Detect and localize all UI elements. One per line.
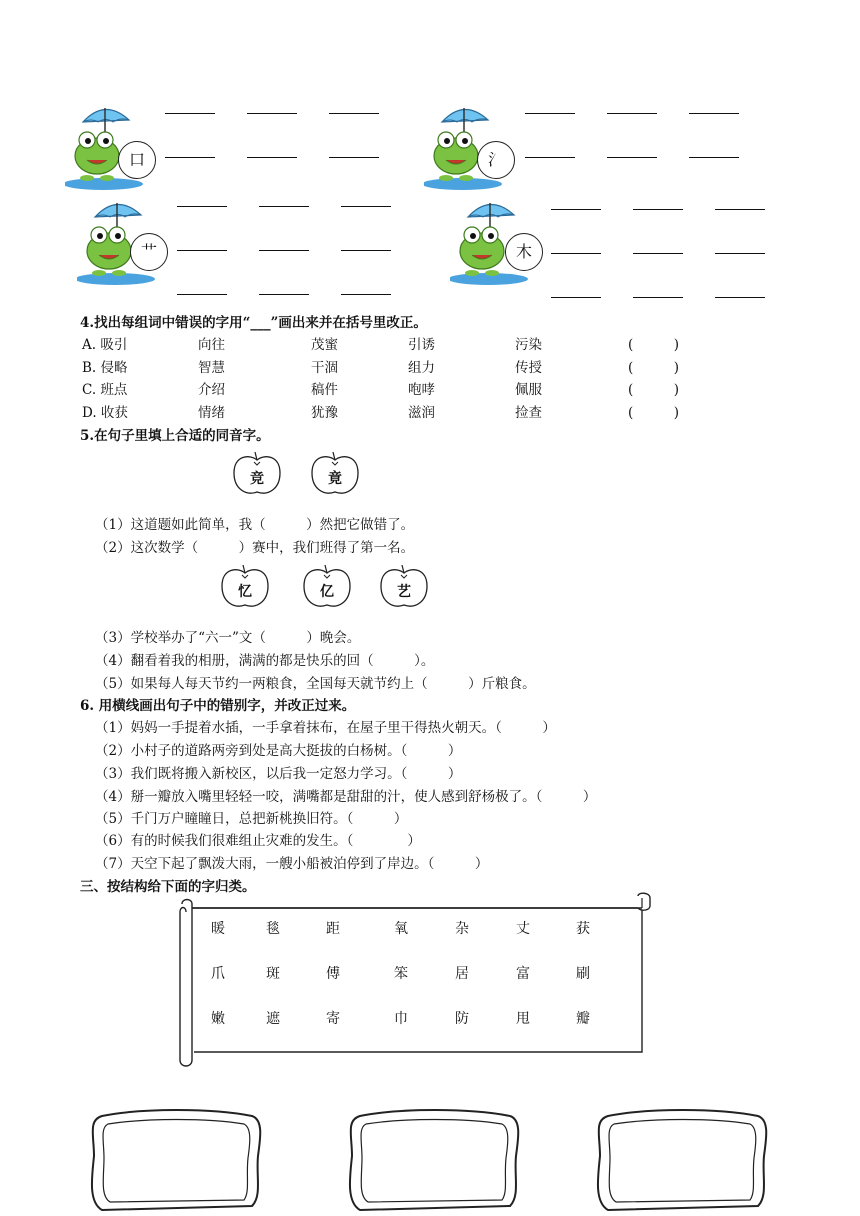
answer-blank[interactable]: [341, 294, 391, 295]
q5-title: 5.在句子里填上合适的同音字。: [80, 428, 270, 444]
category-bubble-3: [588, 1106, 773, 1216]
apple-char: 忆: [238, 584, 252, 600]
q4-word: 情绪: [198, 404, 225, 421]
apple-char: 竟: [328, 471, 342, 487]
q4-title: 4.找出每组词中错误的字用“___”画出来并在括号里改正。: [80, 315, 427, 331]
apple-option: [218, 564, 272, 610]
grid-character: 甩: [516, 1011, 530, 1027]
apple-char: 艺: [397, 584, 411, 600]
radical-circle: 木: [505, 233, 543, 271]
q4-word: 介绍: [198, 382, 225, 398]
answer-blank[interactable]: [633, 209, 683, 210]
answer-blank[interactable]: [525, 113, 575, 114]
answer-blank[interactable]: [329, 113, 379, 114]
q4-word: 污染: [515, 337, 542, 353]
q4-word: 佩服: [515, 382, 542, 398]
grid-character: 巾: [394, 1011, 408, 1027]
q4-word: A. 吸引: [82, 337, 128, 353]
answer-blank[interactable]: [689, 157, 739, 158]
grid-character: 暖: [211, 921, 225, 937]
answer-parentheses[interactable]: ( ): [628, 359, 680, 376]
q6-sentence: （5）千门万户瞳瞳日，总把新桃换旧符。（ ）: [95, 811, 408, 827]
answer-blank[interactable]: [551, 209, 601, 210]
answer-blank[interactable]: [607, 157, 657, 158]
grid-character: 瓣: [576, 1011, 590, 1027]
answer-blank[interactable]: [177, 294, 227, 295]
answer-blank[interactable]: [165, 157, 215, 158]
frog-umbrella-icon: [65, 100, 165, 190]
grid-character: 丈: [516, 921, 530, 937]
answer-blank[interactable]: [177, 250, 227, 251]
apple-option: [300, 564, 354, 610]
answer-parentheses[interactable]: ( ): [628, 337, 680, 353]
grid-character: 刷: [576, 966, 590, 982]
answer-parentheses[interactable]: ( ): [628, 382, 680, 398]
answer-blank[interactable]: [329, 157, 379, 158]
q4-word: 引诱: [408, 337, 435, 353]
q4-word: 向往: [198, 337, 225, 353]
grid-character: 爪: [211, 966, 225, 982]
q4-word: B. 侵略: [82, 359, 128, 376]
category-bubble-1: [82, 1106, 267, 1216]
grid-character: 傅: [326, 966, 340, 982]
radical-circle: 艹: [130, 233, 168, 271]
q4-word: 捡查: [515, 404, 542, 421]
apple-option: [308, 451, 362, 497]
q6-sentence: （3）我们既将搬入新校区，以后我一定怒力学习。（ ）: [95, 766, 462, 782]
answer-blank[interactable]: [551, 297, 601, 298]
grid-character: 寄: [326, 1011, 340, 1027]
q5-sentence: （5）如果每人每天节约一两粮食，全国每天就节约上（ ）斤粮食。: [95, 676, 536, 692]
radical-circle: 氵: [477, 141, 515, 179]
answer-blank[interactable]: [633, 253, 683, 254]
q6-sentence: （7）天空下起了飘泼大雨，一艘小船被泊停到了岸边。（ ）: [95, 856, 489, 872]
q4-word: 稿件: [311, 382, 338, 398]
q4-word: 组力: [408, 359, 435, 376]
grid-character: 富: [516, 966, 530, 982]
answer-blank[interactable]: [689, 113, 739, 114]
answer-blank[interactable]: [165, 113, 215, 114]
grid-character: 笨: [394, 966, 408, 982]
q4-word: 茂蜜: [311, 337, 338, 353]
grid-character: 氧: [394, 921, 408, 937]
answer-blank[interactable]: [341, 250, 391, 251]
q4-word: C. 班点: [82, 382, 128, 398]
answer-blank[interactable]: [607, 113, 657, 114]
answer-parentheses[interactable]: ( ): [628, 404, 680, 421]
q4-word: 滋润: [408, 404, 435, 421]
apple-option: [377, 564, 431, 610]
answer-blank[interactable]: [551, 253, 601, 254]
q5-sentence: （3）学校举办了“六一”文（ ）晚会。: [95, 630, 361, 646]
q4-word: 犹豫: [311, 404, 338, 421]
q6-sentence: （1）妈妈一手提着水插，一手拿着抹布，在屋子里干得热火朝天。（ ）: [95, 720, 556, 736]
answer-blank[interactable]: [525, 157, 575, 158]
answer-blank[interactable]: [715, 209, 765, 210]
radical-circle: 口: [118, 141, 156, 179]
grid-character: 距: [326, 921, 340, 937]
answer-blank[interactable]: [715, 253, 765, 254]
answer-blank[interactable]: [259, 294, 309, 295]
answer-blank[interactable]: [715, 297, 765, 298]
answer-blank[interactable]: [259, 206, 309, 207]
answer-blank[interactable]: [247, 113, 297, 114]
grid-character: 防: [455, 1011, 469, 1027]
q4-word: 传授: [515, 359, 542, 376]
grid-character: 获: [576, 921, 590, 937]
grid-character: 毯: [266, 921, 280, 937]
grid-character: 斑: [266, 966, 280, 982]
q5-sentence: （2）这次数学（ ）赛中，我们班得了第一名。: [95, 540, 415, 556]
grid-character: 遮: [266, 1011, 280, 1027]
answer-blank[interactable]: [259, 250, 309, 251]
q4-word: 咆哮: [408, 382, 435, 398]
q4-word: 干涸: [311, 359, 338, 376]
frog-umbrella-icon: [424, 100, 524, 190]
sec3-title: 三、按结构给下面的字归类。: [80, 879, 256, 895]
answer-blank[interactable]: [633, 297, 683, 298]
answer-blank[interactable]: [247, 157, 297, 158]
apple-option: [230, 451, 284, 497]
apple-char: 亿: [320, 584, 334, 600]
q6-sentence: （4）掰一瓣放入嘴里轻轻一咬，满嘴都是甜甜的汁，使人感到舒杨极了。（ ）: [95, 789, 597, 805]
answer-blank[interactable]: [341, 206, 391, 207]
q6-title: 6. 用横线画出句子中的错别字，并改正过来。: [80, 698, 356, 714]
q4-word: D. 收获: [82, 404, 128, 421]
apple-char: 竞: [250, 471, 264, 487]
answer-blank[interactable]: [177, 206, 227, 207]
q5-sentence: （4）翻看着我的相册，满满的都是快乐的回（ ）。: [95, 653, 435, 669]
grid-character: 嫩: [211, 1011, 225, 1027]
q5-sentence: （1）这道题如此简单，我（ ）然把它做错了。: [95, 517, 415, 533]
grid-character: 杂: [455, 921, 469, 937]
category-bubble-2: [340, 1106, 525, 1216]
grid-character: 居: [455, 966, 469, 982]
q4-word: 智慧: [198, 359, 225, 376]
q6-sentence: （6）有的时候我们很难组止灾难的发生。（ ）: [95, 833, 421, 849]
q6-sentence: （2）小村子的道路两旁到处是高大挺拔的白杨树。（ ）: [95, 743, 462, 759]
